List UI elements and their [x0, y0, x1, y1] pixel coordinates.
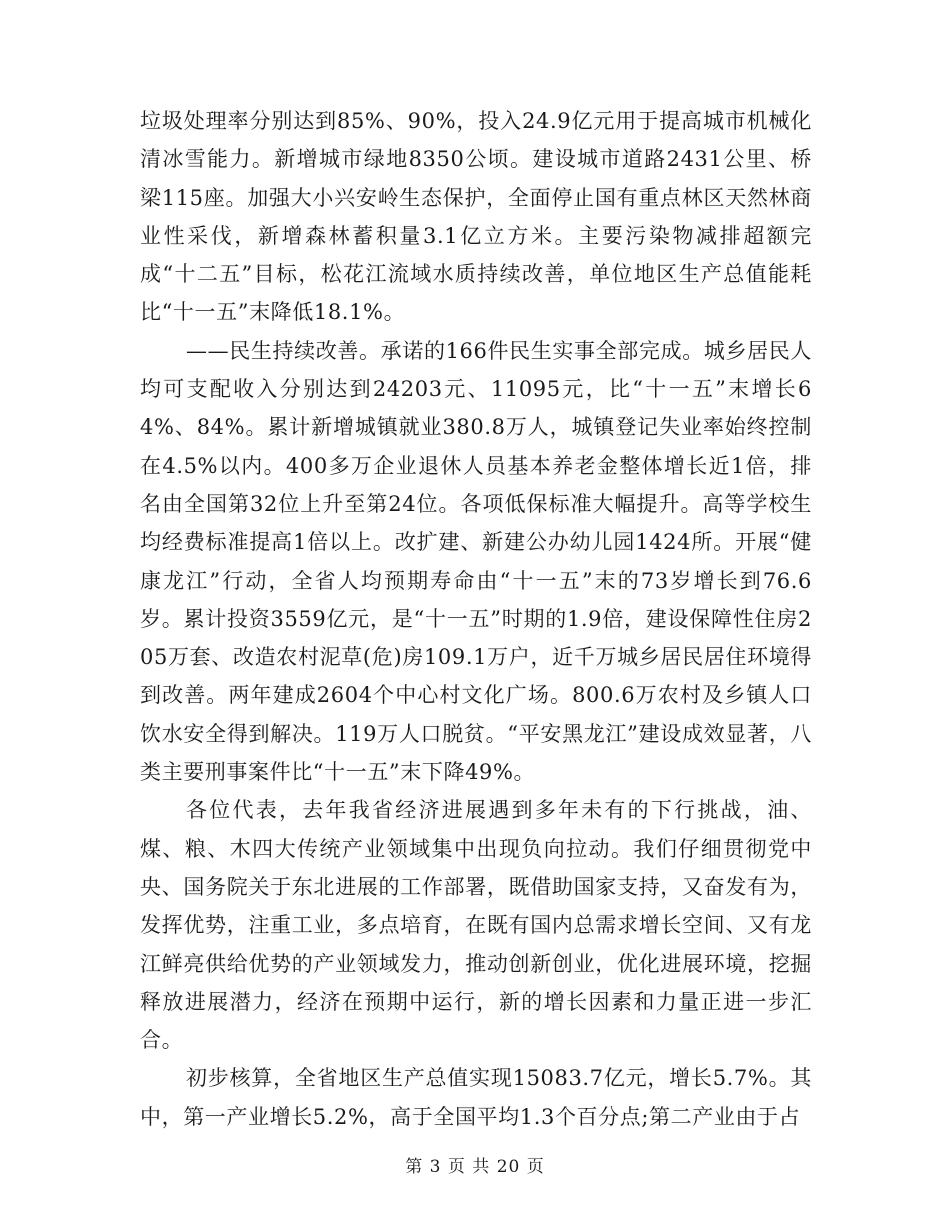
page-number-footer: 第 3 页 共 20 页 [405, 1157, 545, 1177]
paragraph-environment: 垃圾处理率分别达到85%、90%，投入24.9亿元用于提高城市机械化清冰雪能力。新增城市绿地8350公顷。建设城市道路2431公里、桥梁115座。加强大小兴安岭生态保护，全面停止国有重点林区天然林商业性采伐，新增森林蓄积量3.1亿立方米。主要污染物减排超额完成“十二五”目标，松花江流域水质持续改善，单位地区生产总值能耗比“十一五”末降低18.1%。 [140, 109, 812, 325]
paragraph-livelihood: ——民生持续改善。承诺的166件民生实事全部完成。城乡居民人均可支配收入分别达到24203元、11095元，比“十一五”末增长64%、84%。累计新增城镇就业380.8万人，城镇登记失业率始终控制在4.5%以内。400多万企业退休人员基本养老金整体增长近1倍，排名由全国第32位上升至第24位。各项低保标准大幅提升。高等学校生均经费标准提高1倍以上。改扩建、新建公办幼儿园1424所。开展“健康龙江”行动，全省人均预期寿命由“十一五”末的73岁增长到76.6岁。累计投资3559亿元，是“十一五”时期的1.9倍，建设保障性住房205万套、改造农村泥草(危)房109.1万户，近千万城乡居民居住环境得到改善。两年建成2604个中心村文化广场。800.6万农村及乡镇人口饮水安全得到解决。119万人口脱贫。“平安黑龙江”建设成效显著，八类主要刑事案件比“十一五”末下降49%。 [140, 338, 812, 785]
document-body [140, 102, 812, 1136]
paragraph-economic-challenges: 各位代表，去年我省经济进展遇到多年未有的下行挑战，油、煤、粮、木四大传统产业领域集中出现负向拉动。我们仔细贯彻党中央、国务院关于东北进展的工作部署，既借助国家支持，又奋发有为，发挥优势，注重工业，多点培育，在既有国内总需求增长空间、又有龙江鲜亮供给优势的产业领域发力，推动创新创业，优化进展环境，挖掘释放进展潜力，经济在预期中运行，新的增长因素和力量正进一步汇合。 [140, 798, 812, 1053]
paragraph-gdp-summary: 初步核算，全省地区生产总值实现15083.7亿元，增长5.7%。其中，第一产业增长5.2%，高于全国平均1.3个百分点;第二产业由于占 [140, 1066, 812, 1129]
